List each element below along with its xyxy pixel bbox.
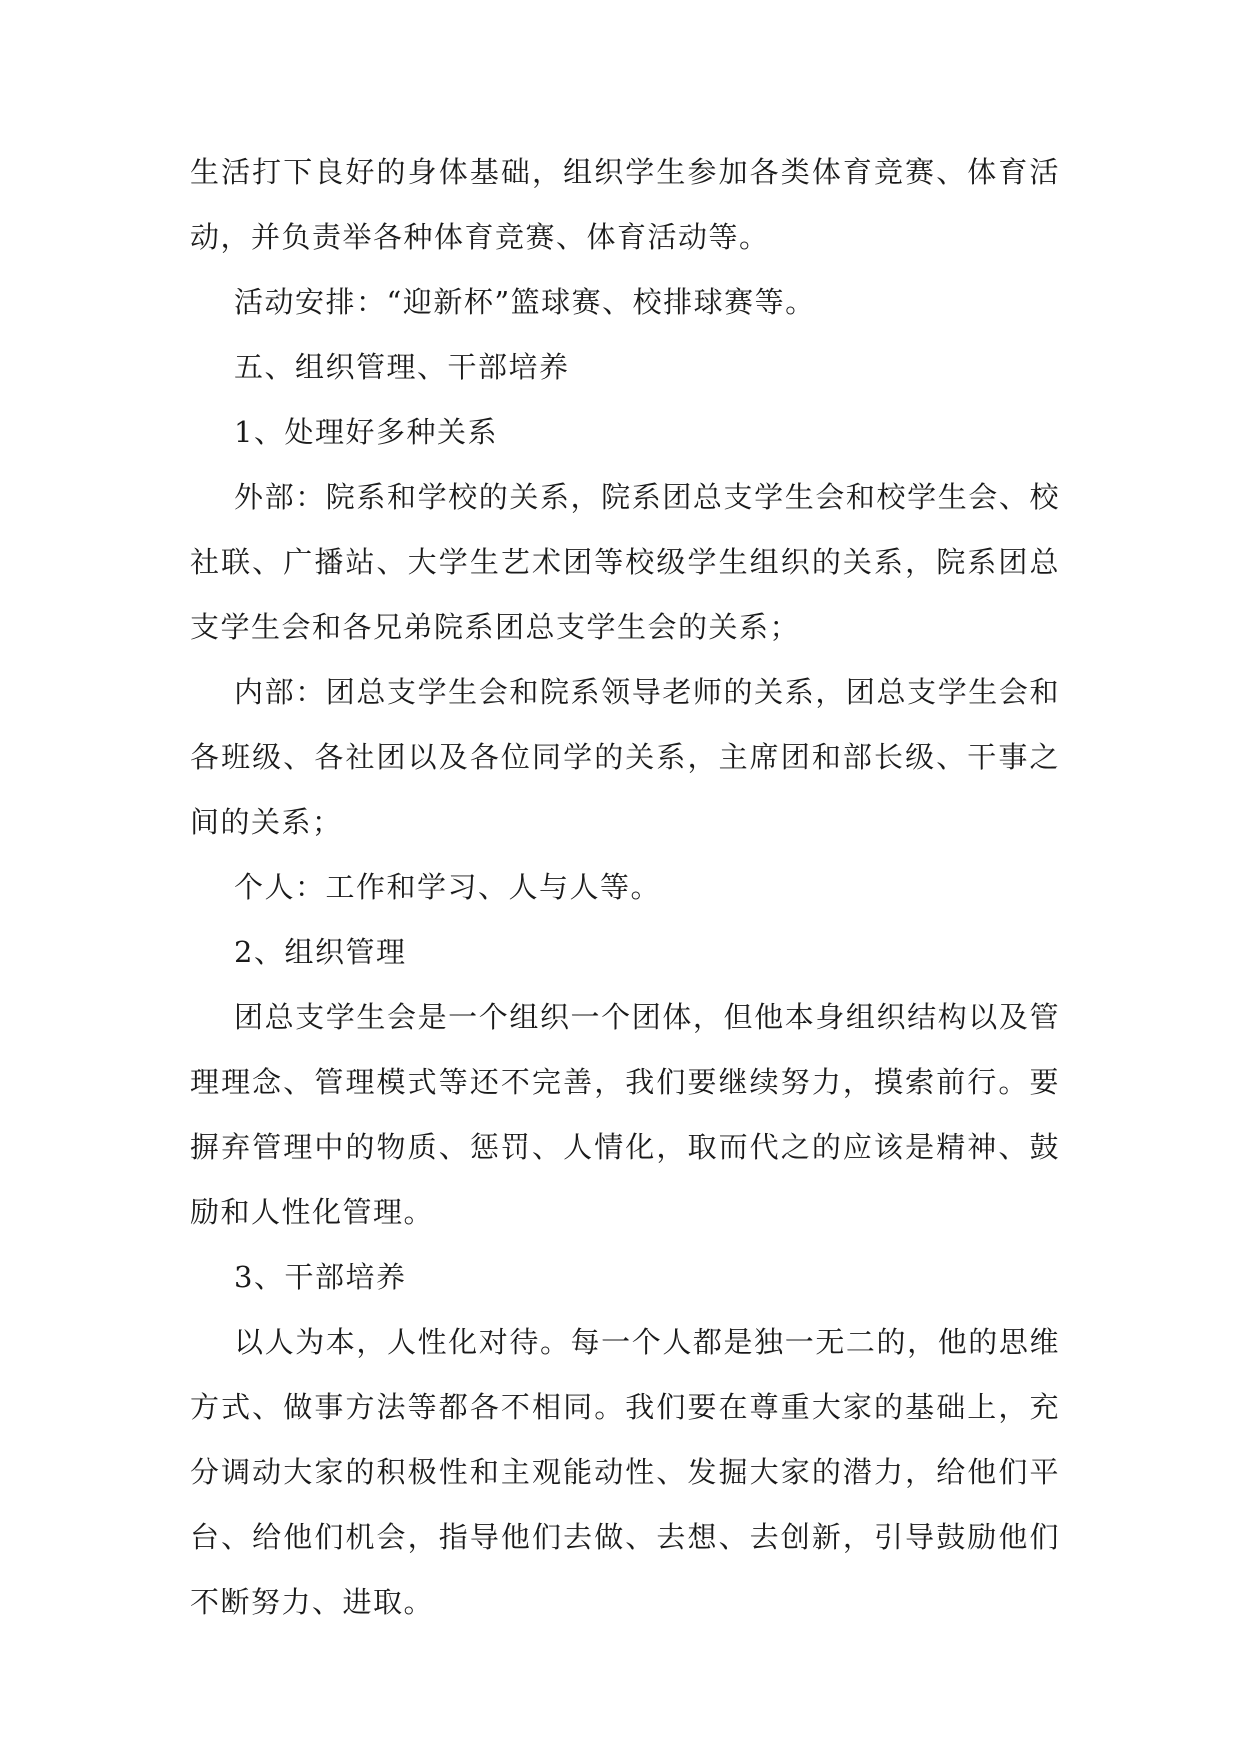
section-heading-organization: 五、组织管理、干部培养 (234, 350, 570, 384)
subheading-org-management: 2、组织管理 (234, 935, 407, 969)
paragraph-external: 外部：院系和学校的关系，院系团总支学生会和校学生会、校社联、广播站、大学生艺术团等校级学生组织的关系，院系团总支学生会和各兄弟院系团总支学生会的关系； (190, 480, 1060, 644)
paragraph-cadre-training: 以人为本，人性化对待。每一个人都是独一无二的，他的思维方式、做事方法等都各不相同。我们要在尊重大家的基础上，充分调动大家的积极性和主观能动性、发掘大家的潜力，给他们平台、给他们机会，指导他们去做、去想、去创新，引导鼓励他们不断努力、进取。 (190, 1325, 1060, 1619)
paragraph-internal: 内部：团总支学生会和院系领导老师的关系，团总支学生会和各班级、各社团以及各位同学的关系，主席团和部长级、干事之间的关系； (190, 675, 1060, 839)
paragraph-activity-schedule: 活动安排：“迎新杯”篮球赛、校排球赛等。 (234, 285, 816, 319)
paragraph-org-management: 团总支学生会是一个组织一个团体，但他本身组织结构以及管理理念、管理模式等还不完善，我们要继续努力，摸索前行。要摒弃管理中的物质、惩罚、人情化，取而代之的应该是精神、鼓励和人性化管理。 (190, 1000, 1060, 1229)
document-page (190, 140, 1060, 1635)
paragraph-sports-duties: 生活打下良好的身体基础，组织学生参加各类体育竞赛、体育活动，并负责举各种体育竞赛、体育活动等。 (190, 155, 1060, 254)
paragraph-personal: 个人：工作和学习、人与人等。 (234, 870, 662, 904)
subheading-relationships: 1、处理好多种关系 (234, 415, 498, 449)
subheading-cadre-training: 3、干部培养 (234, 1260, 407, 1294)
